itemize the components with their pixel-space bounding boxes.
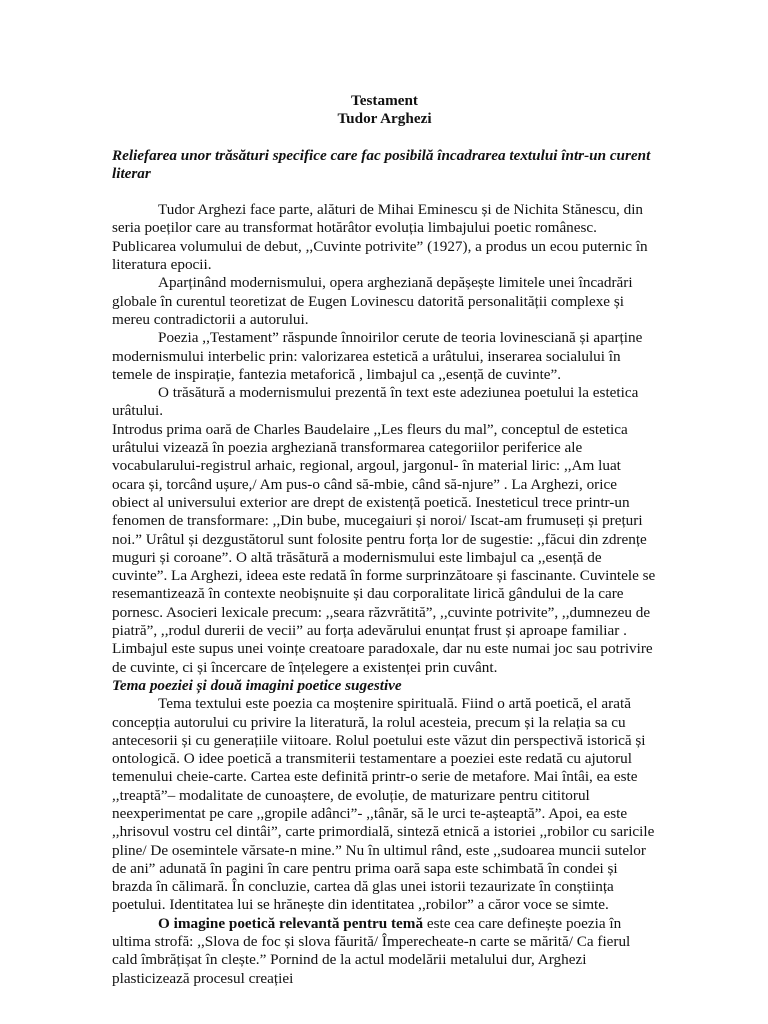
document-author: Tudor Arghezi: [337, 110, 432, 128]
document-page: [112, 92, 657, 988]
document-subtitle: Reliefarea unor trăsături specifice care fac posibilă încadrarea textului într-un curent literar: [112, 146, 651, 182]
paragraph-modernism: Aparținând modernismului, opera argheziană depășește limitele unei încadrări globale în curentul teoretizat de Eugen Lovinescu datorită personalității complexe și mereu contradictorii a autorului.: [112, 274, 633, 328]
document-title: Testament: [351, 92, 418, 109]
paragraph-estetica-uratului: O trăsătură a modernismului prezentă în text este adeziunea poetului la estetica urâtului.: [112, 384, 639, 420]
paragraph-tema: Tema textului este poezia ca moștenire spirituală. Fiind o artă poetică, el arată concepția autorului cu privire la literatură, la rolul acesteia, precum și la relația sa cu antecesorii și cu generațiile viitoare. Rolul poetului este văzut din perspectivă istorică și ontologică. O idee poetică a transmiterii testamentare a poeziei este redată cu ajutorul temenului cheie-carte. Cartea este definită printr-o serie de metafore. Mai întâi, ea este ,,treaptă”– modalitate de cunoaștere, de evoluție, de maturizare pentru cititorul neexperimentat pe care ,,gropile adânci”- ,,tânăr, să le urci te-așteaptă”. Apoi, ea este ,,hrisovul vostru cel dintâi”, carte primordială, sinteză etnică a istoriei ,,robilor cu saricile pline/ De osemintele vărsate-n mine.” Nu în ultimul rând, este ,,sudoarea muncii sutelor de ani” adunată în pagini în care pentru prima oară sapa este schimbată în condei și brazda în călimară. În concluzie, cartea dă glas unei istorii tezaurizate în conștiința poetului. Identitatea lui se hrănește din identitatea ,,robilor” a căror voce se simte.: [112, 695, 655, 914]
paragraph-rest: este cea care definește poezia în ultima strofă: ,,Slova de foc și slova făurită/ Împerecheate-n carte se mărită/ Ca fierul cald îmbrățișat în clește.” Pornind de la actul modelării metalului dur, Arghezi plasticizează procesul creației: [112, 914, 631, 987]
paragraph-imagine-poetica: [112, 915, 657, 988]
section-heading: Tema poeziei și două imagini poetice sugestive: [112, 676, 402, 694]
paragraph-intro: Tudor Arghezi face parte, alături de Mihai Eminescu și de Nichita Stănescu, din seria poeților care au transformat hotărâtor evoluția limbajului poetic românesc. Publicarea volumului de debut, ,,Cuvinte potrivite” (1927), a produs un ecou puternic în literatura epocii.: [112, 201, 648, 274]
paragraph-testament: Poezia ,,Testament” răspunde înnoirilor cerute de teoria lovinesciană și aparține modernismului interbelic prin: valorizarea estetică a urâtului, inserarea socialului în temele de inspirație, fantezia metaforică , limbajul ca ,,esență de cuvinte”.: [112, 329, 643, 383]
paragraph-baudelaire: Introdus prima oară de Charles Baudelaire ,,Les fleurs du mal”, conceptul de estetica urâtului vizează în poezia argheziană transformarea categoriilor periferice ale vocabularului-registrul arhaic, regional, argoul, jargonul- în material liric: ,,Am luat ocara și, torcând ușure,/ Am pus-o când să-mbie, când să-njure” . La Arghezi, orice obiect al universului exterior are drept de existență poetică. Inesteticul trece printr-un fenomen de transformare: ,,Din bube, mucegaiuri și noroi/ Iscat-am frumuseți și prețuri noi.” Urâtul și dezgustătorul sunt folosite pentru forța lor de sugestie: ,,făcui din zdrențe muguri și coroane”. O altă trăsătură a modernismului este limbajul ca ,,esență de cuvinte”. La Arghezi, ideea este redată în forme surprinzătoare și fascinante. Cuvintele se resemantizează în contexte neobișnuite și dau corporalitate lirică gândului de la care pornesc. Asocieri lexicale precum: ,,seara răzvrătită”, ,,cuvinte potrivite”, ,,dumnezeu de piatră”, ,,rodul durerii de vecii” au forța adevărului enunțat frust și aproape familiar . Limbajul este supus unei voințe creatoare paradoxale, dar nu este numai joc sau potrivire de cuvinte, ci și încercare de înțelegere a existenței prin cuvânt.: [112, 420, 656, 676]
paragraph-bold-lead: O imagine poetică relevantă pentru temă: [158, 914, 424, 932]
